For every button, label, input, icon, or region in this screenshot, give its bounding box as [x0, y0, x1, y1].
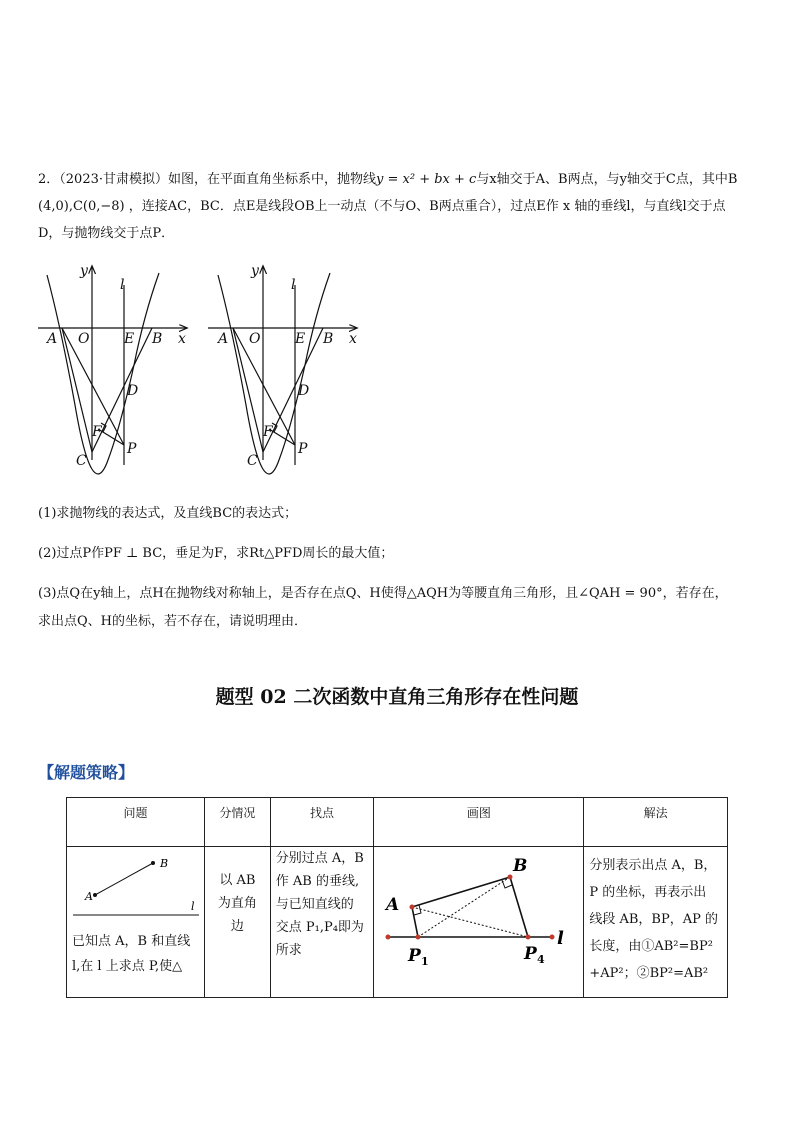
label-C: C [76, 453, 87, 469]
cell-draw [374, 847, 584, 998]
question-source: （2023·甘肃模拟） [59, 172, 168, 187]
label-F: F [92, 424, 102, 440]
label-l: l [291, 277, 296, 293]
header-cases: 分情况 [204, 798, 270, 847]
problem-text: l,在 l 上求点 P,使△ [72, 959, 183, 974]
case-text: 为直角 [217, 896, 257, 911]
draw-label-P1-sub: 1 [421, 955, 430, 968]
label-B: B [152, 331, 163, 347]
part-3-line-2: 求出点Q、H的坐标，若不存在，请说明理由． [38, 614, 307, 629]
find-text: 分别过点 A，B [275, 851, 364, 866]
label-O: O [78, 331, 90, 347]
part-3-line-1: (3)点Q在y轴上，点H在抛物线对称轴上，是否存在点Q、H使得△AQH为等腰直角三角形，且∠QAH = 90°，若存在， [38, 586, 728, 601]
problem-diagram [67, 847, 203, 929]
draw-label-l: l [557, 928, 565, 949]
label-P: P [127, 441, 137, 457]
question-line-2: (4,0),C(0,−8) ，连接AC，BC．点E是线段OB上一动点（不与O、B两点重合），过点E作 x 轴的垂线l，与直线l交于点 [38, 199, 726, 214]
label-y: y [251, 263, 259, 279]
label-A: A [47, 331, 58, 347]
part-2: (2)过点P作PF ⊥ BC，垂足为F，求Rt△PFD周长的最大值； [38, 546, 394, 561]
method-text: 线段 AB，BP，AP 的 [589, 912, 718, 927]
find-text: 与已知直线的 [275, 897, 354, 912]
method-text: P 的坐标，再表示出 [589, 885, 707, 900]
label-x: x [178, 331, 186, 347]
label-E: E [124, 331, 135, 347]
label-P: P [298, 441, 308, 457]
header-method: 解法 [584, 798, 728, 847]
diagram-label-l: l [191, 900, 195, 913]
label-D: D [298, 383, 310, 399]
cell-method [584, 847, 728, 998]
label-E: E [295, 331, 306, 347]
label-x: x [349, 331, 357, 347]
label-A: A [218, 331, 229, 347]
case-text: 边 [230, 919, 244, 934]
question-figures [0, 255, 794, 475]
header-draw: 画图 [374, 798, 584, 847]
diagram-label-B: B [160, 857, 169, 870]
figure-left [38, 267, 186, 474]
find-text: 所求 [275, 943, 302, 958]
parabola [218, 273, 330, 474]
method-text: +AP²；②BP²=AB² [589, 966, 709, 981]
strategy-label: 【解题策略】 [38, 763, 135, 782]
find-text: 交点 P₁,P₄即为 [275, 920, 364, 935]
draw-label-B: B [513, 856, 528, 876]
draw-label-P4-sub: 4 [537, 953, 546, 966]
part-1: (1)求抛物线的表达式，及直线BC的表达式； [38, 506, 298, 521]
cell-problem [67, 847, 205, 998]
draw-label-A: A [386, 895, 400, 915]
header-find-point: 找点 [270, 798, 374, 847]
case-text: 以 AB [219, 873, 256, 888]
label-y: y [80, 263, 88, 279]
problem-text: 已知点 A，B 和直线 [72, 934, 191, 949]
draw-label-P4: P [524, 944, 538, 964]
draw-label-P1: P [408, 946, 422, 966]
header-problem: 问题 [67, 798, 205, 847]
table-header-row [67, 798, 728, 847]
parabola-formula: y = x² + bx + c [376, 172, 477, 187]
table-row [67, 847, 728, 998]
label-D: D [127, 383, 139, 399]
label-B: B [323, 331, 334, 347]
question-text: 如图，在平面直角坐标系中，抛物线 [168, 172, 377, 187]
draw-diagram [374, 847, 582, 995]
label-l: l [120, 277, 125, 293]
cell-find-point [270, 847, 374, 998]
strategy-table [66, 797, 728, 998]
figure-right [208, 267, 356, 474]
question-line-1 [38, 171, 737, 189]
method-text: 分别表示出点 A，B， [589, 858, 717, 873]
find-text: 作 AB 的垂线, [275, 874, 360, 889]
question-number: 2． [38, 172, 60, 187]
label-C: C [247, 453, 258, 469]
cell-cases [204, 847, 270, 998]
method-text: 长度，由①AB²=BP² [589, 939, 713, 954]
question-line-3: D，与抛物线交于点P． [38, 226, 175, 241]
question-text: 与x轴交于A、B两点，与y轴交于C点，其中B [476, 172, 738, 187]
diagram-label-A: A [85, 890, 93, 903]
parabola [47, 273, 159, 474]
label-O: O [249, 331, 261, 347]
label-F: F [263, 424, 273, 440]
section-title: 题型 02 二次函数中直角三角形存在性问题 [215, 686, 579, 708]
